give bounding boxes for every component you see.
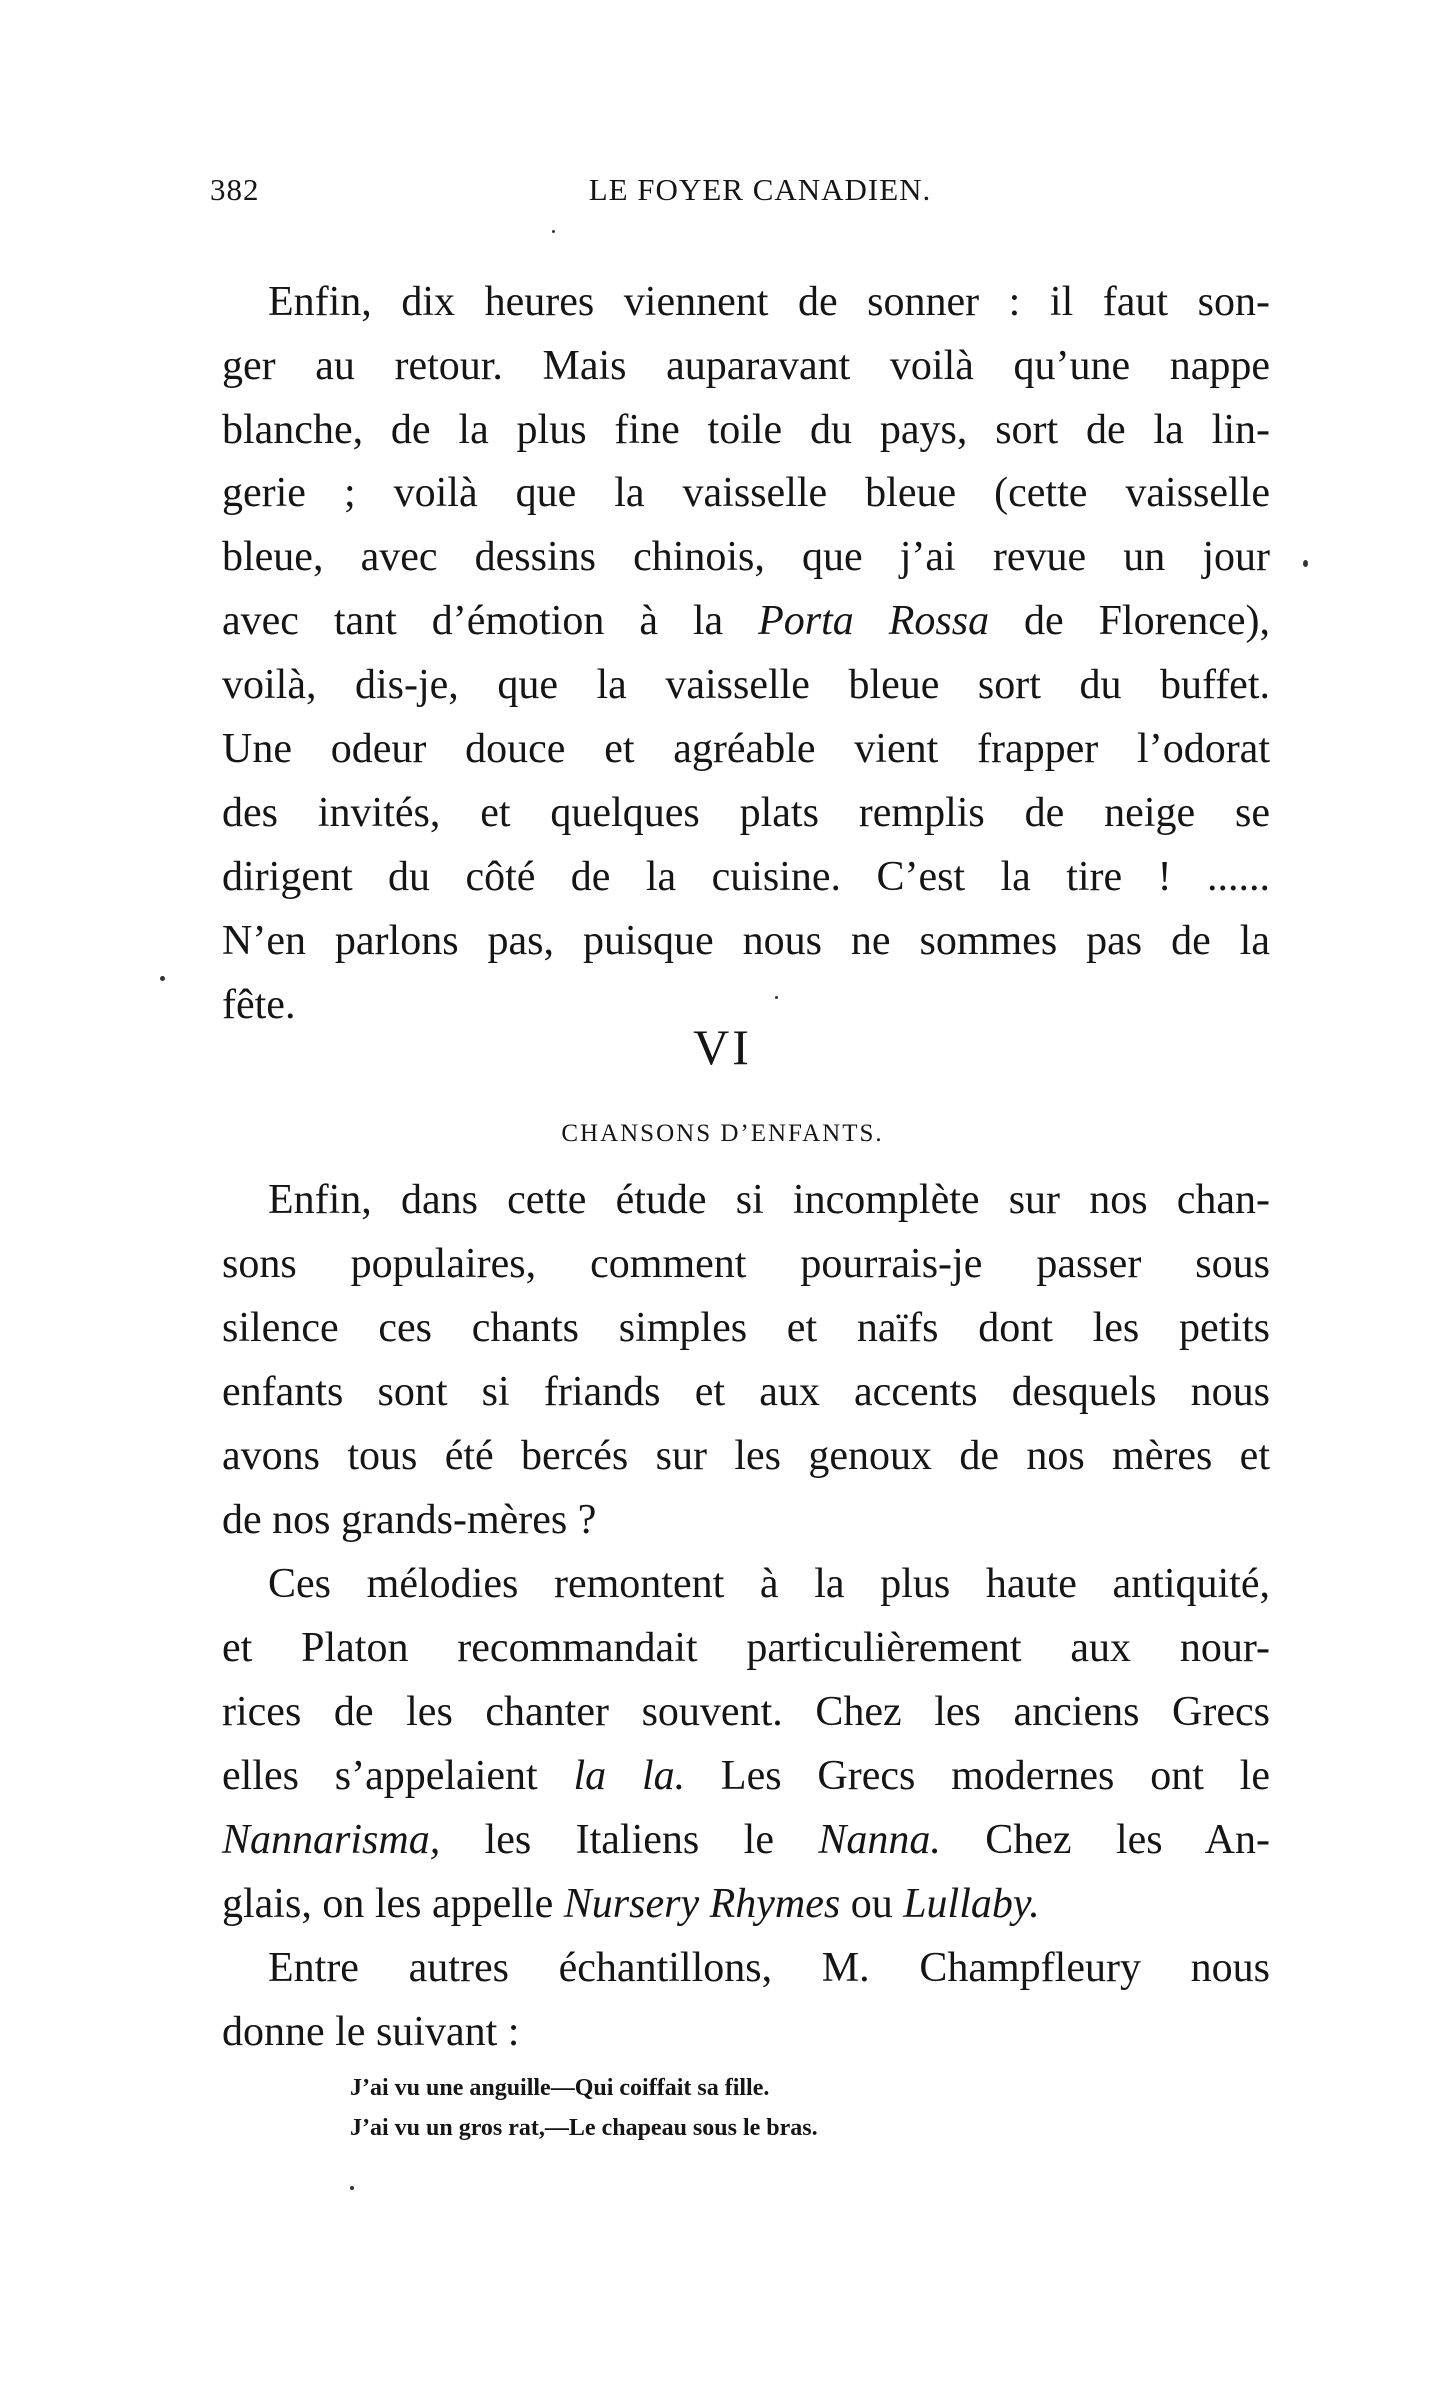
scan-speck — [552, 230, 555, 233]
text-line: de nos grands-mères ? — [222, 1497, 597, 1543]
section-number: VI — [693, 1019, 752, 1075]
text-line: Ces mélodies remontent à la plus haute antiquité, — [268, 1561, 1270, 1607]
italic-run: la la. — [573, 1753, 686, 1799]
text-run: Chez les An- — [940, 1817, 1270, 1863]
text-line: N’en parlons pas, puisque nous ne sommes pas de la — [222, 918, 1270, 964]
text-line: blanche, de la plus fine toile du pays, sort de la lin- — [222, 407, 1270, 453]
page-header — [210, 172, 1270, 222]
text-line: avons tous été bercés sur les genoux de nos mères et — [222, 1433, 1270, 1479]
text-line: rices de les chanter souvent. Chez les anciens Grecs — [222, 1689, 1270, 1735]
section-title: CHANSONS D’ENFANTS. — [561, 1120, 884, 1147]
text-line: dirigent du côté de la cuisine. C’est la tire ! ...... — [222, 854, 1270, 900]
text-run: avec tant d’émotion à la — [222, 598, 759, 644]
scan-speck — [775, 996, 778, 999]
text-line: bleue, avec dessins chinois, que j’ai revue un jour — [222, 534, 1270, 580]
text-line: enfants sont si friands et aux accents desquels nous — [222, 1369, 1270, 1415]
text-line: des invités, et quelques plats remplis de neige se — [222, 790, 1270, 836]
text-line — [222, 1810, 1270, 1870]
text-line: Enfin, dans cette étude si incomplète sur nos chan- — [268, 1177, 1270, 1223]
text-line — [222, 1746, 1270, 1806]
text-run: glais, on les appelle — [222, 1881, 564, 1927]
text-line: ger au retour. Mais auparavant voilà qu’une nappe — [222, 343, 1270, 389]
scan-speck — [350, 2186, 354, 2190]
text-line: voilà, dis-je, que la vaisselle bleue sort du buffet. — [222, 662, 1270, 708]
italic-run: Nanna. — [818, 1817, 941, 1863]
text-line: Enfin, dix heures viennent de sonner : il faut son- — [268, 279, 1270, 325]
text-line: silence ces chants simples et naïfs dont les petits — [222, 1305, 1270, 1351]
text-line: Entre autres échantillons, M. Champfleury nous — [268, 1945, 1270, 1991]
running-title: LE FOYER CANADIEN. — [588, 172, 932, 207]
text-line: gerie ; voilà que la vaisselle bleue (cette vaisselle — [222, 470, 1270, 516]
text-run: de Florence), — [989, 598, 1270, 644]
text-run: elles s’appelaient — [222, 1753, 574, 1799]
text-run: ou — [840, 1881, 904, 1927]
italic-run: Nursery Rhymes — [563, 1881, 841, 1927]
text-line: donne le suivant : — [222, 2009, 520, 2055]
verse-line: J’ai vu un gros rat,—Le chapeau sous le bras. — [350, 2115, 818, 2141]
text-run: Les Grecs modernes ont le — [685, 1753, 1270, 1799]
text-line: sons populaires, comment pourrais-je passer sous — [222, 1241, 1270, 1287]
scan-speck — [160, 976, 165, 981]
verse-line: J’ai vu une anguille—Qui coiffait sa fille. — [350, 2075, 770, 2101]
text-line — [222, 1874, 1270, 1934]
italic-run: Porta Rossa — [758, 598, 990, 644]
text-line: fête. — [222, 982, 296, 1028]
text-line: Une odeur douce et agréable vient frapper l’odorat — [222, 726, 1270, 772]
text-line: et Platon recommandait particulièrement aux nour- — [222, 1625, 1270, 1671]
text-run: les Italiens le — [440, 1817, 819, 1863]
page-number: 382 — [210, 172, 260, 207]
italic-run: Nannarisma, — [222, 1817, 441, 1863]
scan-speck — [1303, 560, 1308, 567]
italic-run: Lullaby. — [903, 1881, 1040, 1927]
text-line — [222, 591, 1270, 651]
